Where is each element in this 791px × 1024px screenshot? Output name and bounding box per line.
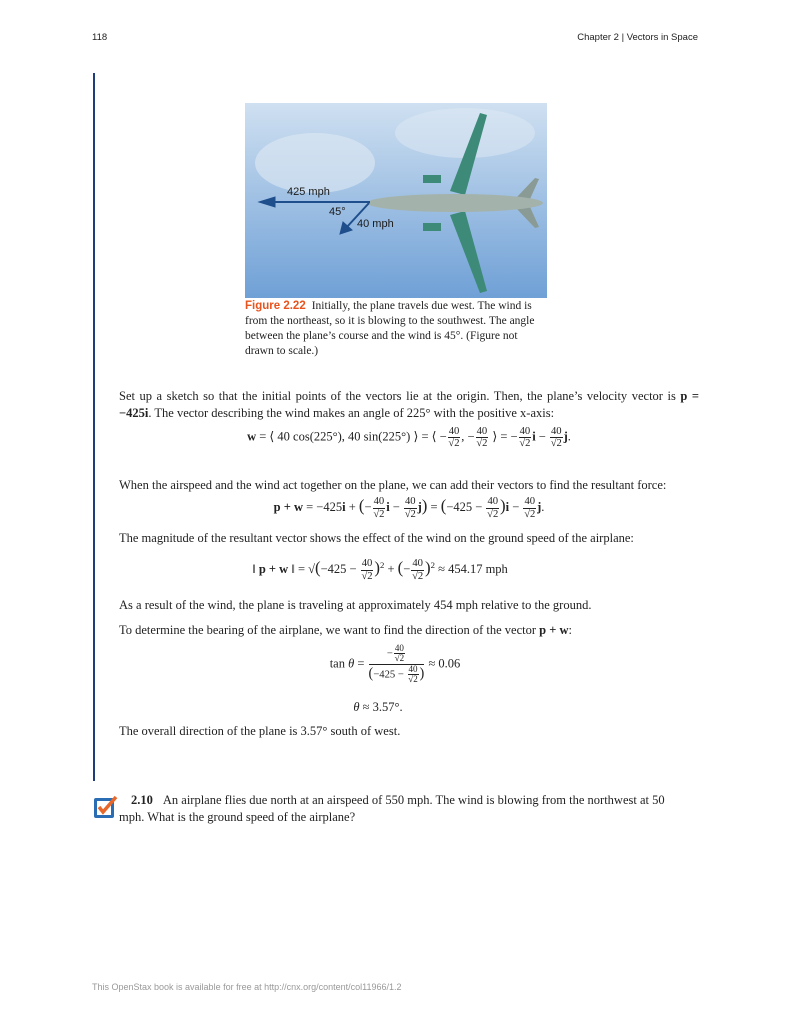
denominator: [361, 571, 374, 582]
math-text: 40: [519, 426, 531, 437]
math-text: √2: [519, 438, 531, 450]
numerator: [369, 644, 425, 665]
math-paren: ): [424, 558, 431, 577]
equation-magnitude: [90, 558, 670, 582]
math-text: 40: [361, 558, 373, 570]
math-text: 40: [476, 426, 488, 437]
math-fraction: [550, 426, 563, 449]
math-text: √2: [361, 570, 373, 582]
math-text: 40: [487, 496, 499, 508]
paragraph-add: When the airspeed and the wind act together on the plane, we can add their vectors to find the resultant force:: [119, 478, 667, 492]
math-fraction: [361, 558, 374, 581]
math-fraction: [486, 496, 499, 519]
denominator: [448, 438, 461, 449]
wind-speed-label: 40 mph: [357, 218, 394, 230]
math-fraction: [523, 496, 536, 519]
paragraph-text: Set up a sketch so that the initial points of the vectors lie at the origin. Then, the plane’s velocity vector is: [119, 389, 676, 403]
math-paren: (: [315, 558, 321, 577]
math-text: 40: [394, 643, 404, 653]
math-vector: j: [537, 500, 542, 514]
math-text: −: [389, 500, 403, 514]
denominator: [550, 438, 563, 449]
math-fraction: [519, 426, 532, 449]
math-paren: ): [374, 558, 380, 577]
figure-number: Figure 2.22: [245, 300, 306, 312]
math-text: = −425: [302, 500, 343, 514]
numerator: [373, 496, 386, 508]
denominator: [394, 654, 405, 663]
math-text: −: [535, 429, 549, 444]
math-vector: p + w: [273, 500, 303, 514]
denominator: [476, 438, 489, 449]
figure-airplane-image: [245, 103, 547, 298]
numerator: [523, 496, 536, 508]
math-vector: i: [532, 429, 536, 444]
math-exponent: 2: [379, 559, 385, 570]
math-text: ‖ = √: [288, 562, 315, 576]
math-text: =: [427, 500, 441, 514]
cloud: [395, 108, 535, 158]
math-text: ⟩ = −: [489, 429, 518, 444]
math-text: = ⟨ 40 cos(225°), 40 sin(225°) ⟩ = ⟨ −: [256, 429, 447, 444]
math-text: 40: [408, 663, 418, 674]
figure-caption-text: Initially, the plane travels due west. The wind is from the northeast, so it is blowing to the southwest. The angle between the plane’s course and the wind is 45°. (Figure not drawn to scale.): [245, 300, 535, 357]
math-text: −: [364, 500, 372, 514]
math-exponent: 2: [430, 559, 435, 570]
exercise-2-10: [119, 792, 689, 826]
numerator: [486, 496, 499, 508]
paragraph-setup: [119, 388, 699, 422]
math-text: −425 −: [446, 500, 486, 514]
math-paren: (: [397, 558, 404, 577]
numerator: [411, 558, 424, 570]
math-text: +: [384, 562, 398, 576]
math-text: .: [567, 429, 571, 444]
numerator: [361, 558, 374, 570]
cloud: [255, 133, 375, 193]
math-variable: θ: [353, 700, 360, 714]
math-text: ‖: [252, 562, 259, 576]
checkpoint-checkbox-icon: [93, 794, 119, 820]
equation-p-plus-w: [119, 496, 699, 520]
math-text: √2: [476, 438, 488, 450]
math-text: √2: [550, 438, 562, 450]
denominator: [369, 665, 425, 685]
math-fraction: [411, 558, 424, 581]
equation-tan-theta: [105, 644, 685, 685]
figure-caption: [245, 299, 549, 359]
denominator: [486, 509, 499, 520]
math-text: √2: [394, 653, 405, 664]
numerator: [448, 426, 461, 438]
equation-theta: [88, 700, 668, 715]
paragraph-direction: The overall direction of the plane is 3.57° south of west.: [119, 724, 401, 738]
denominator: [373, 509, 386, 520]
math-text: −425 −: [373, 669, 407, 681]
math-text: ≈ 0.06: [425, 656, 461, 671]
math-text: √2: [404, 508, 416, 520]
math-text: √2: [448, 438, 460, 450]
math-text: 40: [448, 426, 460, 437]
math-vector: i: [386, 500, 390, 514]
math-text: 40: [550, 426, 562, 437]
math-paren: (: [368, 665, 374, 682]
math-text: 40: [373, 496, 385, 508]
math-text: √2: [487, 508, 499, 520]
denominator: [411, 571, 424, 582]
math-text: ≈ 454.17 mph: [434, 562, 508, 576]
vector-p: p = −425i: [119, 389, 700, 420]
math-text: √2: [408, 674, 418, 685]
paragraph-magnitude: The magnitude of the resultant vector shows the effect of the wind on the ground speed of the airplane:: [119, 531, 634, 545]
math-text: −: [403, 562, 411, 576]
math-vector: j: [417, 500, 422, 514]
math-vector: w: [247, 429, 257, 444]
equation-w: [119, 426, 699, 449]
page-number: 118: [92, 32, 108, 43]
math-fraction: [394, 644, 405, 664]
math-text: √2: [373, 508, 385, 520]
math-text: +: [345, 500, 359, 514]
paragraph-text: :: [568, 623, 572, 637]
math-paren: ): [500, 496, 506, 515]
math-vector: p + w: [258, 562, 289, 576]
math-vector: i: [505, 500, 510, 514]
numerator: [519, 426, 532, 438]
math-paren: ): [421, 496, 428, 515]
numerator: [404, 496, 417, 508]
math-text: √2: [412, 570, 424, 582]
chapter-title: Chapter 2 | Vectors in Space: [577, 32, 698, 43]
denominator: [519, 438, 532, 449]
math-variable: θ: [348, 656, 355, 671]
denominator: [408, 675, 419, 684]
math-text: 40: [404, 496, 416, 508]
math-text: 40: [412, 558, 423, 570]
math-text: ≈ 3.57°.: [359, 700, 403, 714]
math-text: 40: [524, 496, 536, 508]
math-paren: ): [419, 665, 425, 682]
math-text: , −: [461, 429, 475, 444]
paragraph-bearing: [119, 622, 699, 639]
numerator: [550, 426, 563, 438]
math-text: .: [541, 500, 545, 514]
math-vector: i: [342, 500, 346, 514]
math-fraction: [404, 496, 417, 519]
numerator: [476, 426, 489, 438]
math-fraction: [373, 496, 386, 519]
paragraph-text: To determine the bearing of the airplane, we want to find the direction of the vector: [119, 623, 537, 637]
footer-note: This OpenStax book is available for free at http://cnx.org/content/col11966/1.2: [92, 982, 402, 992]
denominator: [404, 509, 417, 520]
math-text: =: [354, 656, 368, 671]
paragraph-result: As a result of the wind, the plane is traveling at approximately 454 mph relative to the ground.: [119, 598, 592, 612]
denominator: [523, 509, 536, 520]
vector-p-plus-w: p + w: [539, 623, 569, 637]
math-text: tan: [329, 656, 349, 671]
angle-label: 45°: [329, 206, 346, 218]
math-fraction: [369, 644, 425, 685]
paragraph-text: . The vector describing the wind makes an angle of 225° with the positive x-axis:: [148, 406, 555, 420]
math-paren: (: [440, 496, 447, 515]
math-fraction: [408, 665, 419, 685]
math-vector: j: [563, 429, 568, 444]
math-paren: (: [358, 496, 365, 515]
exercise-number: 2.10: [131, 793, 153, 807]
exercise-text: An airplane flies due north at an airspeed of 550 mph. The wind is blowing from the northwest at 50 mph. What is the ground speed of the airplane?: [119, 793, 665, 824]
math-text: −: [509, 500, 523, 514]
math-text: √2: [524, 508, 536, 520]
math-text: −: [386, 648, 393, 660]
math-text: −425 −: [320, 562, 360, 576]
example-sidebar-rule: [93, 73, 95, 781]
math-fraction: [476, 426, 489, 449]
math-fraction: [448, 426, 461, 449]
plane-speed-label: 425 mph: [287, 186, 330, 198]
